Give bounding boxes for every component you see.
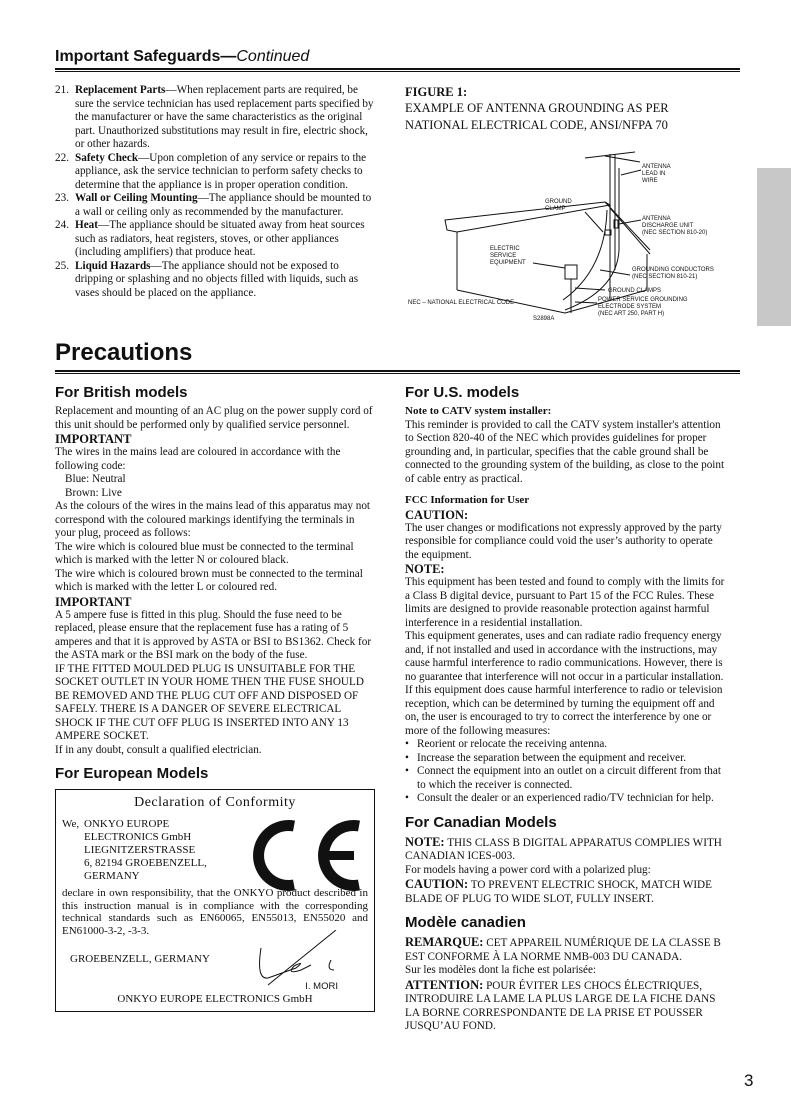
svg-text:GROUNDING CONDUCTORS: GROUNDING CONDUCTORS xyxy=(632,267,714,273)
svg-text:CLAMP: CLAMP xyxy=(545,206,566,212)
doc-address: We, ONKYO EUROPE ELECTRONICS GmbH LIEGNITZERSTRASSE 6, 82194 GROEBENZELL, GERMANY xyxy=(62,818,207,882)
svg-text:POWER SERVICE GROUNDING: POWER SERVICE GROUNDING xyxy=(598,297,688,303)
safeguard-item: 24. Heat—The appliance should be situated away from heat sources such as radiators, heat registers, stoves, or other appliances (including amplifiers) that produce heat. xyxy=(55,219,365,258)
svg-text:ANTENNA: ANTENNA xyxy=(642,216,671,222)
list-item: • Consult the dealer or an experienced radio/TV technician for help. xyxy=(405,792,727,806)
figure-label: FIGURE 1: xyxy=(405,85,468,99)
list-item: • Connect the equipment into an outlet on a circuit different from that to which the receiver is connected. xyxy=(405,765,727,792)
svg-text:DISCHARGE UNIT: DISCHARGE UNIT xyxy=(642,223,694,229)
antenna-grounding-diagram xyxy=(405,150,730,330)
doc-title: Declaration of Conformity xyxy=(134,795,296,810)
svg-text:(NEC ART 250, PART H): (NEC ART 250, PART H) xyxy=(598,311,665,317)
declaration-of-conformity-box: Declaration of Conformity We, ONKYO EUROPE ELECTRONICS GmbH LIEGNITZERSTRASSE 6, 82194 GROEBENZELL, GERMANY declare in own responsibility, that the ONKYO product described in this instruction manual is in compliance with the corresponding technical standards such as EN60065, EN55013, EN55020 and EN61000-3-2, -3-3. GROEBENZELL, GERMANY I. MORI ONKYO EUROPE ELECTRONICS GmbH xyxy=(55,789,375,1012)
precautions-rule xyxy=(55,370,740,374)
ce-mark-icon xyxy=(239,818,364,893)
us-heading: For U.S. models xyxy=(405,384,520,401)
svg-text:(NEC SECTION 810-20): (NEC SECTION 810-20) xyxy=(642,230,708,236)
list-item: • Reorient or relocate the receiving antenna. xyxy=(405,738,727,752)
canadian-heading: For Canadian Models xyxy=(405,813,557,831)
svg-text:ANTENNA: ANTENNA xyxy=(642,164,671,170)
safeguards-list xyxy=(55,84,375,300)
safeguard-item: 21. Replacement Parts—When replacement parts are required, be sure the service technician has used replacement parts specified by the manufacturer or have the same characteristics as the original part. Unauthorized substitutions may result in fire, electric shock, or other hazards. xyxy=(55,84,374,150)
svg-text:NEC – NATIONAL ELECTRICAL CODE: NEC – NATIONAL ELECTRICAL CODE xyxy=(408,300,515,306)
fcc-measures-list xyxy=(405,738,727,806)
section-side-tab xyxy=(757,168,791,326)
svg-text:(NEC SECTION 810-21): (NEC SECTION 810-21) xyxy=(632,274,698,280)
header-rule xyxy=(55,68,740,72)
safeguard-item: 22. Safety Check—Upon completion of any service or repairs to the appliance, ask the service technician to perform safety checks to determine that the appliance is in proper operation condition. xyxy=(55,151,367,191)
svg-text:GROUND CLAMPS: GROUND CLAMPS xyxy=(608,288,662,294)
svg-text:GROUND: GROUND xyxy=(545,199,572,205)
european-heading: For European Models xyxy=(55,765,209,782)
svg-text:EQUIPMENT: EQUIPMENT xyxy=(490,260,526,266)
figure-header xyxy=(405,84,727,134)
canadien-fr-heading: Modèle canadien xyxy=(405,914,526,931)
svg-text:WIRE: WIRE xyxy=(642,178,658,184)
list-item: • Increase the separation between the equipment and receiver. xyxy=(405,752,727,766)
section-title: Important Safeguards—Continued xyxy=(55,48,310,65)
british-heading: For British models xyxy=(55,384,188,401)
us-section: For U.S. models Note to CATV system installer: This reminder is provided to call the CATV system installer's attention to Section 820-40 of the NEC which provides guidelines for proper grounding and, in particular, specifies that the cable ground shall be connected to the grounding system of the building, as close to the point of cable entry as practical. FCC Information for User CAUTION: The user changes or modifications not expressly approved by the party responsible for compliance could void the user’s authority to operate the equipment. NOTE: This equipment has been tested and found to comply with the limits for a Class B digital device, pursuant to Part 15 of the FCC Rules. These limits are designed to provide reasonable protection against harmful interference in a residential installation. This equipment generates, uses and can radiate radio frequency energy and, if not installed and used in accordance with the instructions, may cause harmful interference to radio communications. However, there is no guarantee that interference will not occur in a particular installation. If this equipment does cause harmful interference to radio or television reception, which can be determined by turning the equipment off and on, the user is encouraged to try to correct the interference by one or more of the following measures: • Reorient or relocate the receiving antenna. • Increase the separation between the equipment and receiver. • Connect the equipment into an outlet on a circuit different from that to which the receiver is connected. • Consult the dealer or an experienced radio/TV technician for help. For Canadian Models NOTE: THIS CLASS B DIGITAL APPARATUS COMPLIES WITH CANADIAN ICES-003. For models having a power cord with a polarized plug: CAUTION: TO PREVENT ELECTRIC SHOCK, MATCH WIDE BLADE OF PLUG TO WIDE SLOT, FULLY INSERT. Modèle canadien REMARQUE: CET APPAREIL NUMÉRIQUE DE LA CLASSE B EST CONFORME À LA NORME NMB-003 DU CANADA. Sur les modèles dont la fiche est polarisée: ATTENTION: POUR ÉVITER LES CHOCS ÉLECTRIQUES, INTRODUIRE LA LAME LA PLUS LARGE DE LA FICHE DANS LA BORNE CORRESPONDANTE DE LA PRISE ET POUSSER JUSQU’AU FOND. xyxy=(405,384,727,1034)
safeguard-item: 23. Wall or Ceiling Mounting—The appliance should be mounted to a wall or ceiling only as recommended by the manufacturer. xyxy=(55,192,372,218)
precautions-title: Precautions xyxy=(55,339,193,366)
svg-text:ELECTRIC: ELECTRIC xyxy=(490,246,520,252)
page-number: 3 xyxy=(744,1071,754,1090)
page-header xyxy=(55,48,740,72)
svg-text:LEAD IN: LEAD IN xyxy=(642,171,666,177)
figure-caption: EXAMPLE OF ANTENNA GROUNDING AS PER NATIONAL ELECTRICAL CODE, ANSI/NFPA 70 xyxy=(405,101,669,132)
british-section: For British models Replacement and mounting of an AC plug on the power supply cord of this unit should be performed only by qualified service personnel. IMPORTANT The wires in the mains lead are coloured in accordance with the following code: Blue: Neutral Brown: Live As the colours of the wires in the mains lead of this apparatus may not correspond with the coloured markings identifying the terminals in your plug, proceed as follows: The wire which is coloured blue must be connected to the terminal which is marked with the letter N or coloured black. The wire which is coloured brown must be connected to the terminal which is marked with the letter L or coloured red. IMPORTANT A 5 ampere fuse is fitted in this plug. Should the fuse need to be replaced, please ensure that the replacement fuse has a rating of 5 amperes and that it is approved by ASTA or BSI to BS1362. Check for the ASTA mark or the BSI mark on the body of the fuse. IF THE FITTED MOULDED PLUG IS UNSUITABLE FOR THE SOCKET OUTLET IN YOUR HOME THEN THE FUSE SHOULD BE REMOVED AND THE PLUG CUT OFF AND DISPOSED OF SAFELY. THERE IS A DANGER OF SEVERE ELECTRICAL SHOCK IF THE CUT OFF PLUG IS INSERTED INTO ANY 13 AMPERE SOCKET. If in any doubt, consult a qualified electrician. For European Models Declaration of Conformity We, ONKYO EUROPE ELECTRONICS GmbH LIEGNITZERSTRASSE 6, 82194 GROEBENZELL, GERMANY declare in own responsibility, that the ONKYO product described in this instruction manual is in compliance with the corresponding technical standards such as EN60065, EN55013, EN55020 and EN61000-3-2, -3-3. GROEBENZELL, GERMANY I. MORI ONKYO EUROPE ELECTRONICS GmbH xyxy=(55,384,375,1012)
safeguards-list-container xyxy=(55,84,375,300)
precautions-header xyxy=(55,338,740,374)
svg-text:S2898A: S2898A xyxy=(533,316,555,322)
svg-text:SERVICE: SERVICE xyxy=(490,253,517,259)
svg-text:ELECTRODE SYSTEM: ELECTRODE SYSTEM xyxy=(598,304,662,310)
safeguard-item: 25. Liquid Hazards—The appliance should not be exposed to dripping or splashing and no objects filled with liquids, such as vases should be placed on the appliance. xyxy=(55,259,359,299)
